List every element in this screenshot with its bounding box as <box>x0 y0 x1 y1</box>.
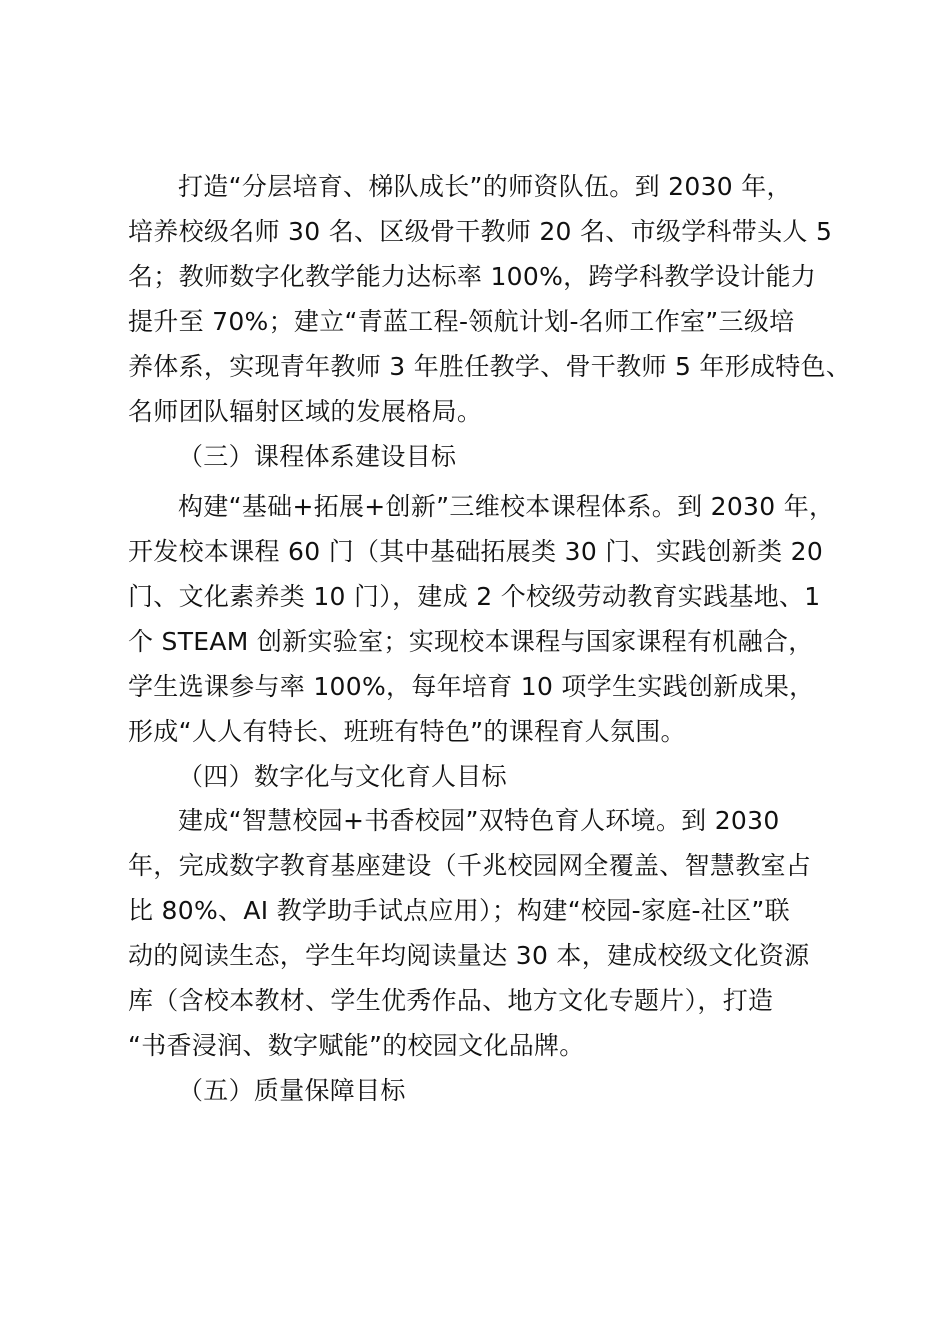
paragraph-digital-line: 建成“智慧校园+书香校园”双特色育人环境。到 2030 <box>178 806 780 835</box>
paragraph-curriculum-line: 开发校本课程 60 门（其中基础拓展类 30 门、实践创新类 20 <box>128 537 824 566</box>
paragraph-digital-line: 动的阅读生态，学生年均阅读量达 30 本，建成校级文化资源 <box>128 941 810 970</box>
paragraph-teachers-line: 培养校级名师 30 名、区级骨干教师 20 名、市级学科带头人 5 <box>128 217 833 246</box>
paragraph-curriculum-line: 形成“人人有特长、班班有特色”的课程育人氛围。 <box>128 717 686 746</box>
paragraph-curriculum-line: 门、文化素养类 10 门），建成 2 个校级劳动教育实践基地、1 <box>128 582 821 611</box>
section-heading-digital: （四）数字化与文化育人目标 <box>178 762 507 791</box>
paragraph-curriculum-line: 个 STEAM 创新实验室；实现校本课程与国家课程有机融合， <box>128 627 814 656</box>
paragraph-teachers-line: 提升至 70%；建立“青蓝工程-领航计划-名师工作室”三级培 <box>128 307 795 336</box>
section-heading-quality: （五）质量保障目标 <box>178 1076 406 1105</box>
section-heading-curriculum: （三）课程体系建设目标 <box>178 442 457 471</box>
paragraph-digital-line: 比 80%、AI 教学助手试点应用）；构建“校园-家庭-社区”联 <box>128 896 790 925</box>
paragraph-teachers-line: 名；教师数字化教学能力达标率 100%，跨学科教学设计能力 <box>128 262 817 291</box>
paragraph-curriculum-line: 构建“基础+拓展+创新”三维校本课程体系。到 2030 年， <box>178 492 835 521</box>
paragraph-digital-line: 库（含校本教材、学生优秀作品、地方文化专题片），打造 <box>128 986 774 1015</box>
paragraph-curriculum-line: 学生选课参与率 100%，每年培育 10 项学生实践创新成果， <box>128 672 815 701</box>
paragraph-digital-line: 年，完成数字教育基座建设（千兆校园网全覆盖、智慧教室占 <box>128 851 812 880</box>
paragraph-teachers-line: 养体系，实现青年教师 3 年胜任教学、骨干教师 5 年形成特色、 <box>128 352 852 381</box>
paragraph-digital-line: “书香浸润、数字赋能”的校园文化品牌。 <box>128 1031 585 1060</box>
paragraph-teachers-line: 名师团队辐射区域的发展格局。 <box>128 397 483 426</box>
paragraph-teachers-line: 打造“分层培育、梯队成长”的师资队伍。到 2030 年， <box>178 172 792 201</box>
